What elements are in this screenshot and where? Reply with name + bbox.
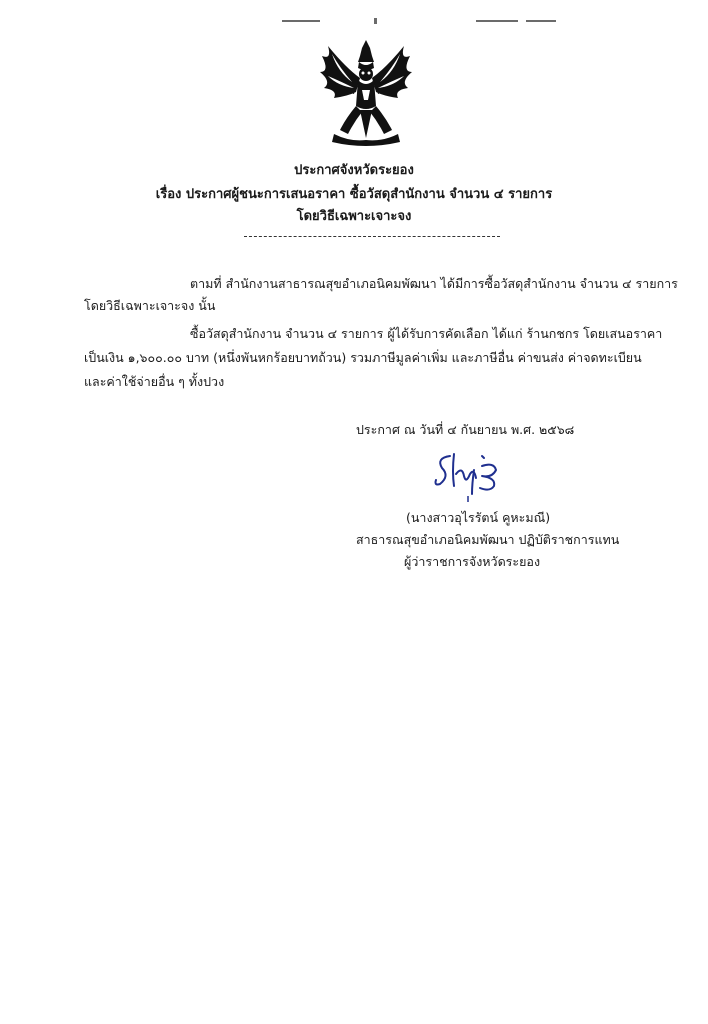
announcement-date: ประกาศ ณ วันที่ ๔ กันยายน พ.ศ. ๒๕๖๘ — [356, 422, 575, 437]
scan-top-marks — [270, 20, 570, 22]
handwritten-signature — [428, 448, 518, 504]
paragraph-2-line-2: เป็นเงิน ๑,๖๐๐.๐๐ บาท (หนึ่งพันหกร้อยบาทถ้วน) รวมภาษีมูลค่าเพิ่ม และภาษีอื่น ค่าขนส่ง ค่าจดทะเบียน — [84, 350, 642, 365]
procurement-method: โดยวิธีเฉพาะเจาะจง — [296, 209, 412, 224]
announcement-title: ประกาศจังหวัดระยอง — [294, 163, 414, 178]
garuda-emblem-icon — [316, 38, 416, 150]
paragraph-1-line-2: โดยวิธีเฉพาะเจาะจง นั้น — [84, 298, 216, 313]
signer-title-line-1: สาธารณสุขอำเภอนิคมพัฒนา ปฏิบัติราชการแทน — [356, 532, 620, 547]
announcement-subject: เรื่อง ประกาศผู้ชนะการเสนอราคา ซื้อวัสดุสำนักงาน จำนวน ๔ รายการ — [155, 187, 553, 202]
paragraph-2-line-3: และค่าใช้จ่ายอื่น ๆ ทั้งปวง — [84, 374, 225, 389]
signer-name: (นางสาวอุไรรัตน์ คูหะมณี) — [406, 510, 551, 525]
paragraph-1-line-1: ตามที่ สำนักงานสาธารณสุขอำเภอนิคมพัฒนา ได้มีการซื้อวัสดุสำนักงาน จำนวน ๔ รายการ — [190, 276, 678, 291]
paragraph-2-line-1: ซื้อวัสดุสำนักงาน จำนวน ๔ รายการ ผู้ได้รับการคัดเลือก ได้แก่ ร้านกชกร โดยเสนอราคา — [190, 326, 663, 341]
header-separator — [244, 236, 500, 237]
signer-title-line-2: ผู้ว่าราชการจังหวัดระยอง — [404, 554, 541, 569]
